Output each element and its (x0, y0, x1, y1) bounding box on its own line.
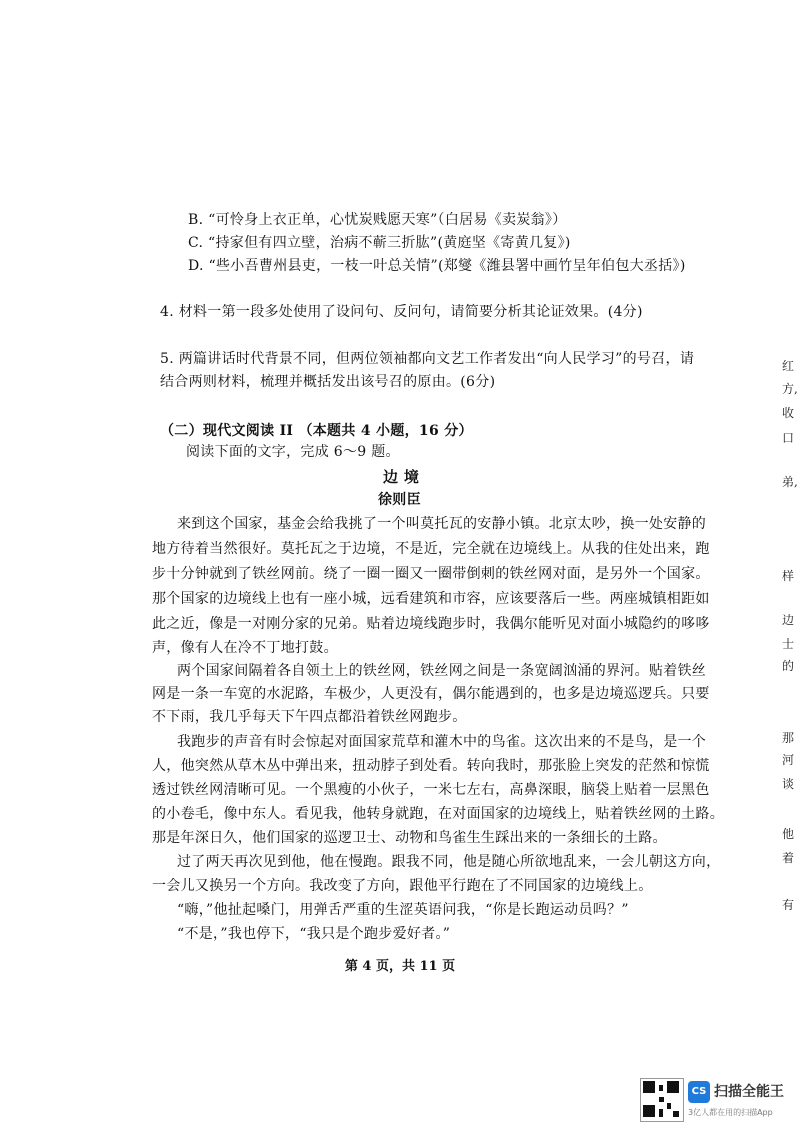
passage-line: 过了两天再次见到他，他在慢跑。跟我不同，他是随心所欲地乱来，一会儿朝这方向， (177, 854, 721, 870)
passage-line: 两个国家间隔着各自领土上的铁丝网，铁丝网之间是一条宽阔汹涌的界河。贴着铁丝 (177, 663, 707, 679)
question-4: 4. 材料一第一段多处使用了设问句、反问句，请简要分析其论证效果。(4分) (160, 304, 643, 320)
margin-char: 红 (782, 359, 795, 373)
scanner-watermark (640, 1075, 790, 1125)
margin-char: 那 (782, 731, 795, 745)
passage-line: 地方待着当然很好。莫托瓦之于边境，不是近，完全就在边境线上。从我的住处出来，跑 (152, 541, 710, 557)
passage-line: 透过铁丝网清晰可见。一个黑瘦的小伙子，一米七左右，高鼻深眼，脑袋上贴着一层黑色 (152, 782, 710, 798)
margin-char: 口 (782, 431, 795, 445)
option-d (188, 256, 686, 276)
section-heading: （二）现代文阅读 II （本题共 4 小题，16 分） (160, 423, 473, 439)
passage-line: 声，像有人在冷不丁地打鼓。 (152, 640, 338, 656)
passage-line: 人，他突然从草木丛中弹出来，扭动脖子到处看。转向我时，那张脸上突发的茫然和惊慌 (152, 758, 710, 774)
passage-line: 步十分钟就到了铁丝网前。绕了一圈一圈又一圈带倒刺的铁丝网对面，是另外一个国家。 (152, 566, 710, 582)
section-instruction: 阅读下面的文字，完成 6～9 题。 (186, 444, 400, 460)
passage-line: 不下雨，我几乎每天下午四点都沿着铁丝网跑步。 (152, 709, 467, 725)
passage-line: “嗨，”他扯起嗓门，用弹舌严重的生涩英语问我，“你是长跑运动员吗？” (177, 902, 629, 918)
option-c (188, 233, 571, 253)
margin-char: 边 (782, 613, 795, 627)
passage-author: 徐则臣 (378, 492, 421, 508)
margin-char: 收 (782, 406, 795, 420)
margin-char: 样 (782, 569, 795, 583)
page-number: 第 4 页，共 11 页 (344, 959, 456, 974)
option-c-text: “持家但有四立壁，治病不蕲三折肱”(黄庭坚《寄黄几复》) (208, 235, 571, 251)
margin-char: 弟, (782, 475, 798, 489)
question-5-line-2: 结合两则材料，梳理并概括发出该号召的原由。(6分) (160, 374, 496, 390)
option-c-label: C. (188, 235, 204, 251)
passage-line: 一会儿又换另一个方向。我改变了方向，跟他平行跑在了不同国家的边境线上。 (152, 878, 653, 894)
margin-char: 的 (782, 659, 795, 673)
brand-name: 扫描全能王 (714, 1084, 784, 1100)
passage-line: 那是年深日久，他们国家的巡逻卫士、动物和鸟雀生生踩出来的一条细长的土路。 (152, 830, 667, 846)
margin-char: 他 (782, 827, 795, 841)
margin-char: 方, (782, 382, 798, 396)
question-5-line-1: 5. 两篇讲话时代背景不同，但两位领袖都向文艺工作者发出“向人民学习”的号召，请 (160, 351, 695, 367)
passage-line: 那个国家的边境线上也有一座小城，远看建筑和市容，应该要落后一些。两座城镇相距如 (152, 591, 710, 607)
passage-title: 边 境 (383, 468, 420, 486)
margin-char: 河 (782, 753, 795, 767)
option-b-label: B. (188, 212, 204, 228)
passage-line: 的小卷毛，像中东人。看见我，他转身就跑，在对面国家的边境线上，贴着铁丝网的土路。 (152, 806, 724, 822)
option-d-label: D. (188, 258, 204, 274)
passage-line: “不是，”我也停下，“我只是个跑步爱好者。” (177, 926, 451, 942)
option-b (188, 210, 567, 230)
passage-line: 来到这个国家，基金会给我挑了一个叫莫托瓦的安静小镇。北京太吵，换一处安静的 (177, 516, 707, 532)
passage-line: 此之近，像是一对刚分家的兄弟。贴着边境线跑步时，我偶尔能听见对面小城隐约的哆哆 (152, 616, 710, 632)
passage-line: 我跑步的声音有时会惊起对面国家荒草和灌木中的鸟雀。这次出来的不是鸟，是一个 (177, 734, 707, 750)
passage-line: 网是一条一车宽的水泥路，车极少，人更没有，偶尔能遇到的，也多是边境巡逻兵。只要 (152, 686, 710, 702)
margin-char: 着 (782, 851, 795, 865)
margin-char: 士 (782, 637, 795, 651)
margin-char: 有 (782, 898, 795, 912)
margin-char: 谈 (782, 777, 795, 791)
brand-subtitle: 3亿人都在用的扫描App (688, 1108, 773, 1117)
option-b-text: “可怜身上衣正单，心忧炭贱愿天寒”（白居易《卖炭翁》） (208, 212, 567, 228)
option-d-text: “些小吾曹州县吏，一枝一叶总关情”(郑燮《潍县署中画竹呈年伯包大丞括》) (208, 258, 686, 274)
camscanner-logo-icon: CS (688, 1081, 710, 1103)
qr-code-icon (640, 1078, 684, 1122)
